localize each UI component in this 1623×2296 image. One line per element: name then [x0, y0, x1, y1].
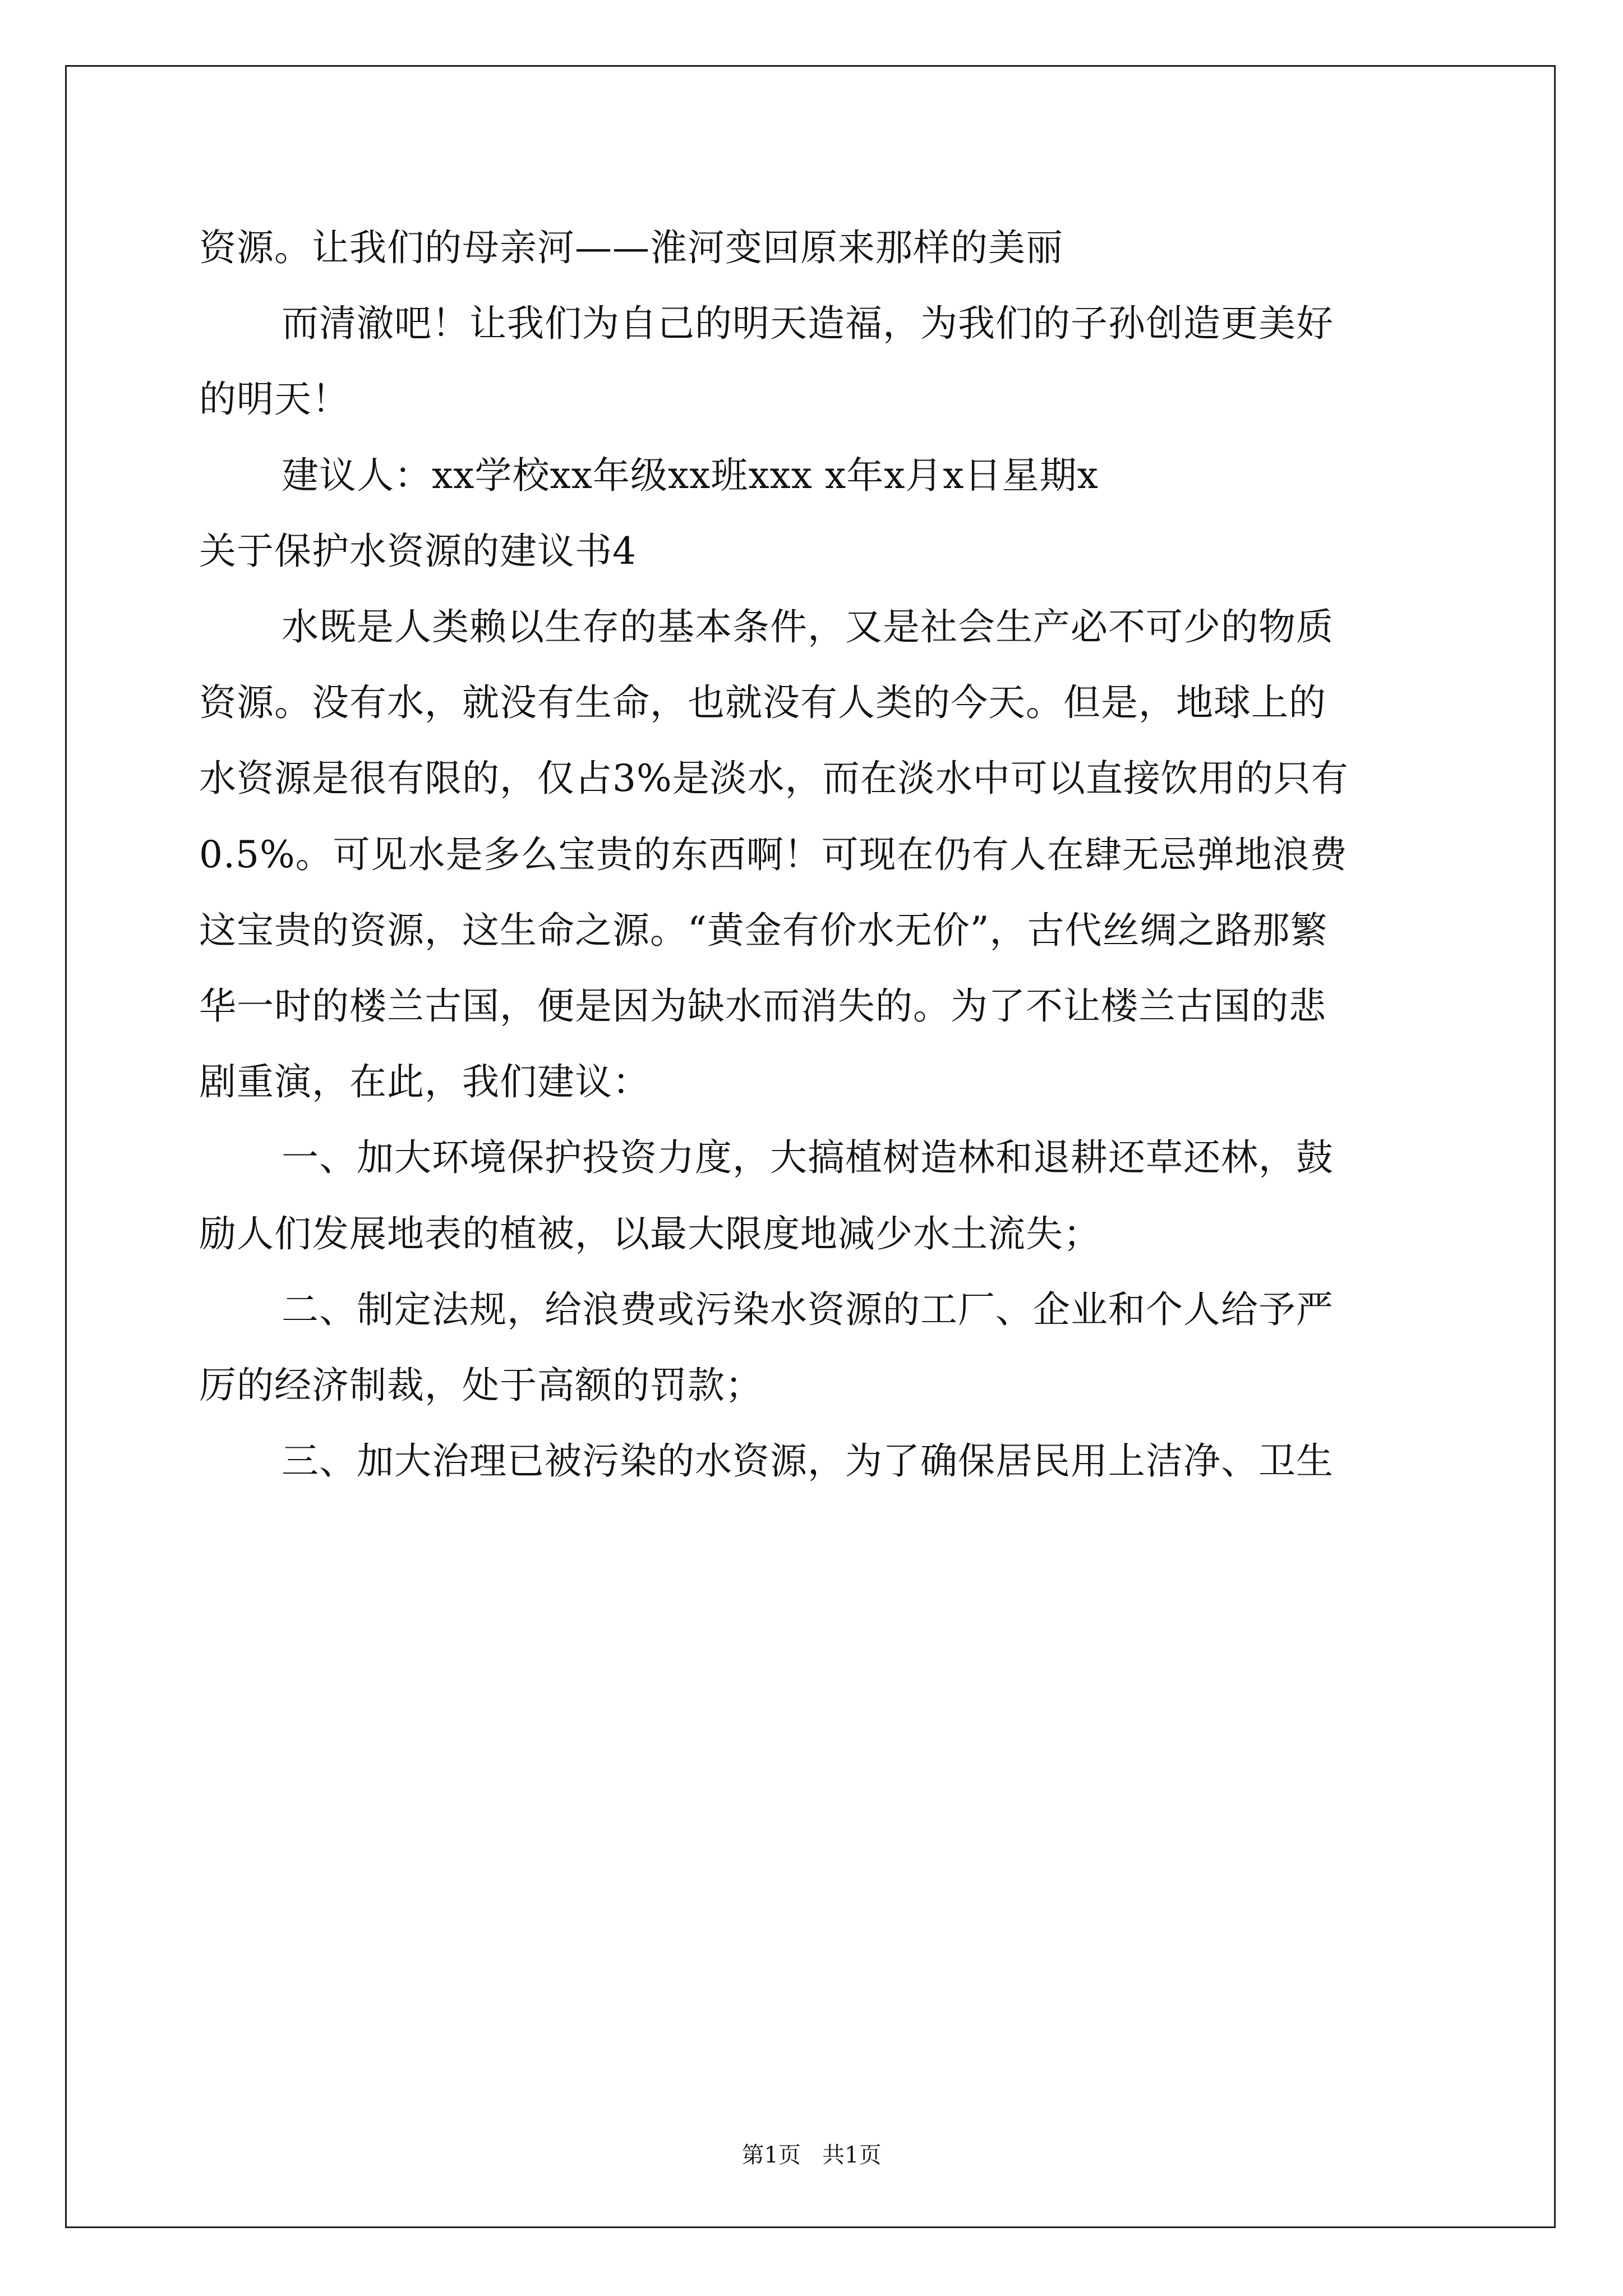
text-line-10: 这宝贵的资源，这生命之源。“黄金有价水无价”，古代丝绸之路那繁	[199, 909, 1328, 952]
text-line-8: 水资源是很有限的，仅占3%是淡水，而在淡水中可以直接饮用的只有	[199, 757, 1349, 800]
text-line-3: 的明天！	[199, 378, 349, 421]
text-line-12: 剧重演，在此，我们建议：	[199, 1060, 650, 1103]
text-line-16: 厉的经济制裁，处于高额的罚款；	[199, 1364, 763, 1407]
text-line-2: 而清澈吧！让我们为自己的明天造福，为我们的子孙创造更美好	[282, 302, 1334, 345]
text-line-13: 一、加大环境保护投资力度，大搞植树造林和退耕还草还林，鼓	[282, 1136, 1334, 1179]
text-line-9: 0.5%。可见水是多么宝贵的东西啊！可现在仍有人在肆无忌弹地浪费	[199, 833, 1348, 876]
text-line-14: 励人们发展地表的植被，以最大限度地减少水土流失；	[199, 1212, 1101, 1255]
text-line-6: 水既是人类赖以生存的基本条件，又是社会生产必不可少的物质	[282, 605, 1334, 648]
text-line-1: 资源。让我们的母亲河——淮河变回原来那样的美丽	[199, 226, 1063, 269]
text-line-15: 二、制定法规，给浪费或污染水资源的工厂、企业和个人给予严	[282, 1288, 1334, 1331]
text-line-11: 华一时的楼兰古国，便是因为缺水而消失的。为了不让楼兰古国的悲	[199, 984, 1326, 1028]
page-footer: 第1页 共1页	[741, 2142, 882, 2168]
signature-line: 建议人：xx学校xx年级xx班xxx x年x月x日星期x	[282, 454, 1099, 497]
text-line-17: 三、加大治理已被污染的水资源，为了确保居民用上洁净、卫生	[282, 1439, 1334, 1483]
text-line-7: 资源。没有水，就没有生命，也就没有人类的今天。但是，地球上的	[199, 681, 1326, 724]
section-heading: 关于保护水资源的建议书4	[199, 530, 637, 573]
